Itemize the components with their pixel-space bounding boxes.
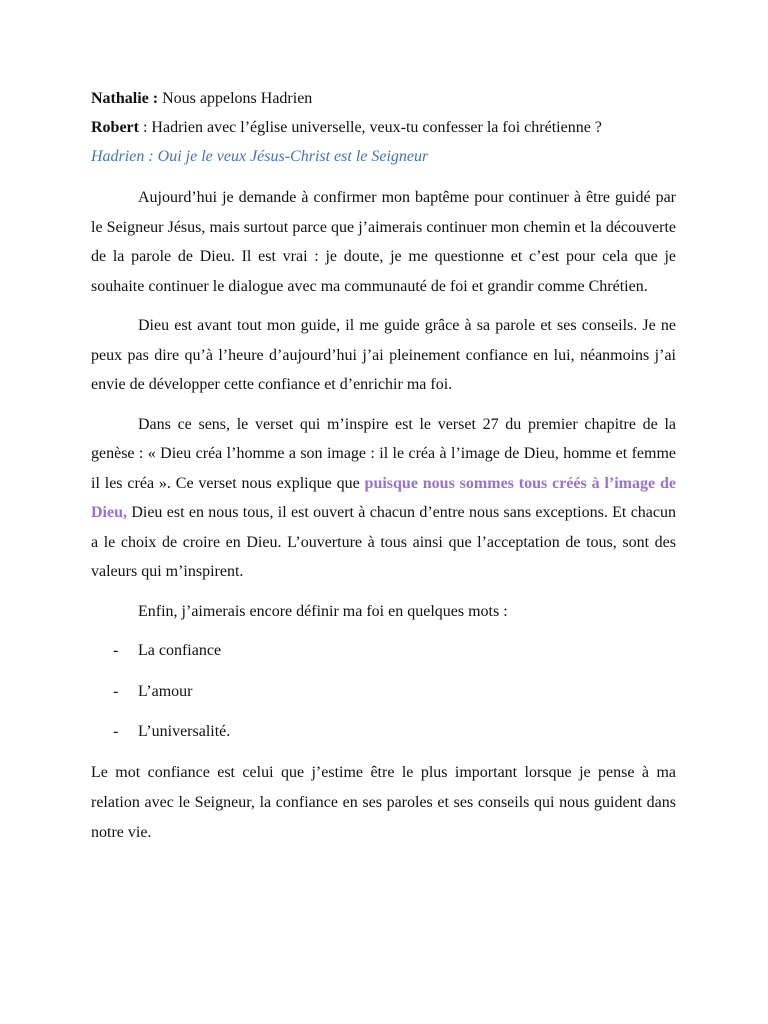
dialogue-text-robert: : Hadrien avec l’église universelle, veux-tu confesser la foi chrétienne ? bbox=[138, 119, 602, 136]
paragraph-baptism: Aujourd’hui je demande à confirmer mon baptême pour continuer à être guidé par le Seigneur Jésus, mais surtout parce que j’aimerais continuer mon chemin et la découverte de la parole de Dieu. Il est vrai : je doute, je me questionne et c’est pour cela que je souhaite continuer le dialogue avec ma communauté de foi et grandir comme Chrétien. bbox=[91, 189, 676, 295]
paragraph-closing: Le mot confiance est celui que j’estime être le plus important lorsque je pense à ma relation avec le Seigneur, la confiance en ses paroles et ses conseils qui nous guident dans notre vie. bbox=[91, 763, 676, 841]
paragraph-verse bbox=[91, 410, 676, 587]
document-body bbox=[91, 84, 676, 848]
faith-words-list bbox=[91, 636, 676, 746]
speaker-nathalie: Nathalie : bbox=[91, 90, 159, 107]
speaker-robert: Robert bbox=[91, 119, 139, 136]
dialogue-text-hadrien: Hadrien : Oui je le veux Jésus-Christ est le Seigneur bbox=[91, 148, 429, 165]
paragraph-guide: Dieu est avant tout mon guide, il me guide grâce à sa parole et ses conseils. Je ne peux pas dire qu’à l’heure d’aujourd’hui j’ai pleinement confiance en lui, néanmoins j’ai envie de développer cette confiance et d’enrichir ma foi. bbox=[91, 317, 676, 393]
paragraph-verse-end: Dieu est en nous tous, il est ouvert à chacun d’entre nous sans exceptions. Et chacun a le choix de croire en Dieu. L’ouverture à tous ainsi que l’acceptation de tous, sont des valeurs qui m’inspirent. bbox=[91, 504, 676, 580]
list-item bbox=[91, 636, 676, 665]
dialogue-line-nathalie bbox=[91, 84, 676, 113]
list-item-text: L’universalité. bbox=[138, 723, 231, 740]
highlighted-phrase: puisque nous sommes tous créés à l’image de Dieu, bbox=[91, 474, 676, 521]
list-item bbox=[91, 677, 676, 706]
dash-bullet: - bbox=[113, 682, 119, 700]
list-item-text: La confiance bbox=[138, 642, 222, 659]
dialogue-text-nathalie: Nous appelons Hadrien bbox=[158, 90, 313, 107]
dialogue-line-robert bbox=[91, 113, 676, 142]
dialogue-line-hadrien bbox=[91, 142, 676, 171]
dash-bullet: - bbox=[113, 642, 119, 659]
paragraph-verse-start: Dans ce sens, le verset qui m’inspire est le verset 27 du premier chapitre de la genèse : « Dieu créa l’homme a son image : il le créa à l’image de Dieu, homme et femme il les créa ». Ce verset nous explique que bbox=[91, 415, 676, 492]
list-item bbox=[91, 717, 676, 746]
list-item-text: L’amour bbox=[138, 682, 193, 700]
paragraph-intro-list: Enfin, j’aimerais encore définir ma foi en quelques mots : bbox=[138, 602, 508, 620]
dash-bullet: - bbox=[113, 723, 119, 740]
